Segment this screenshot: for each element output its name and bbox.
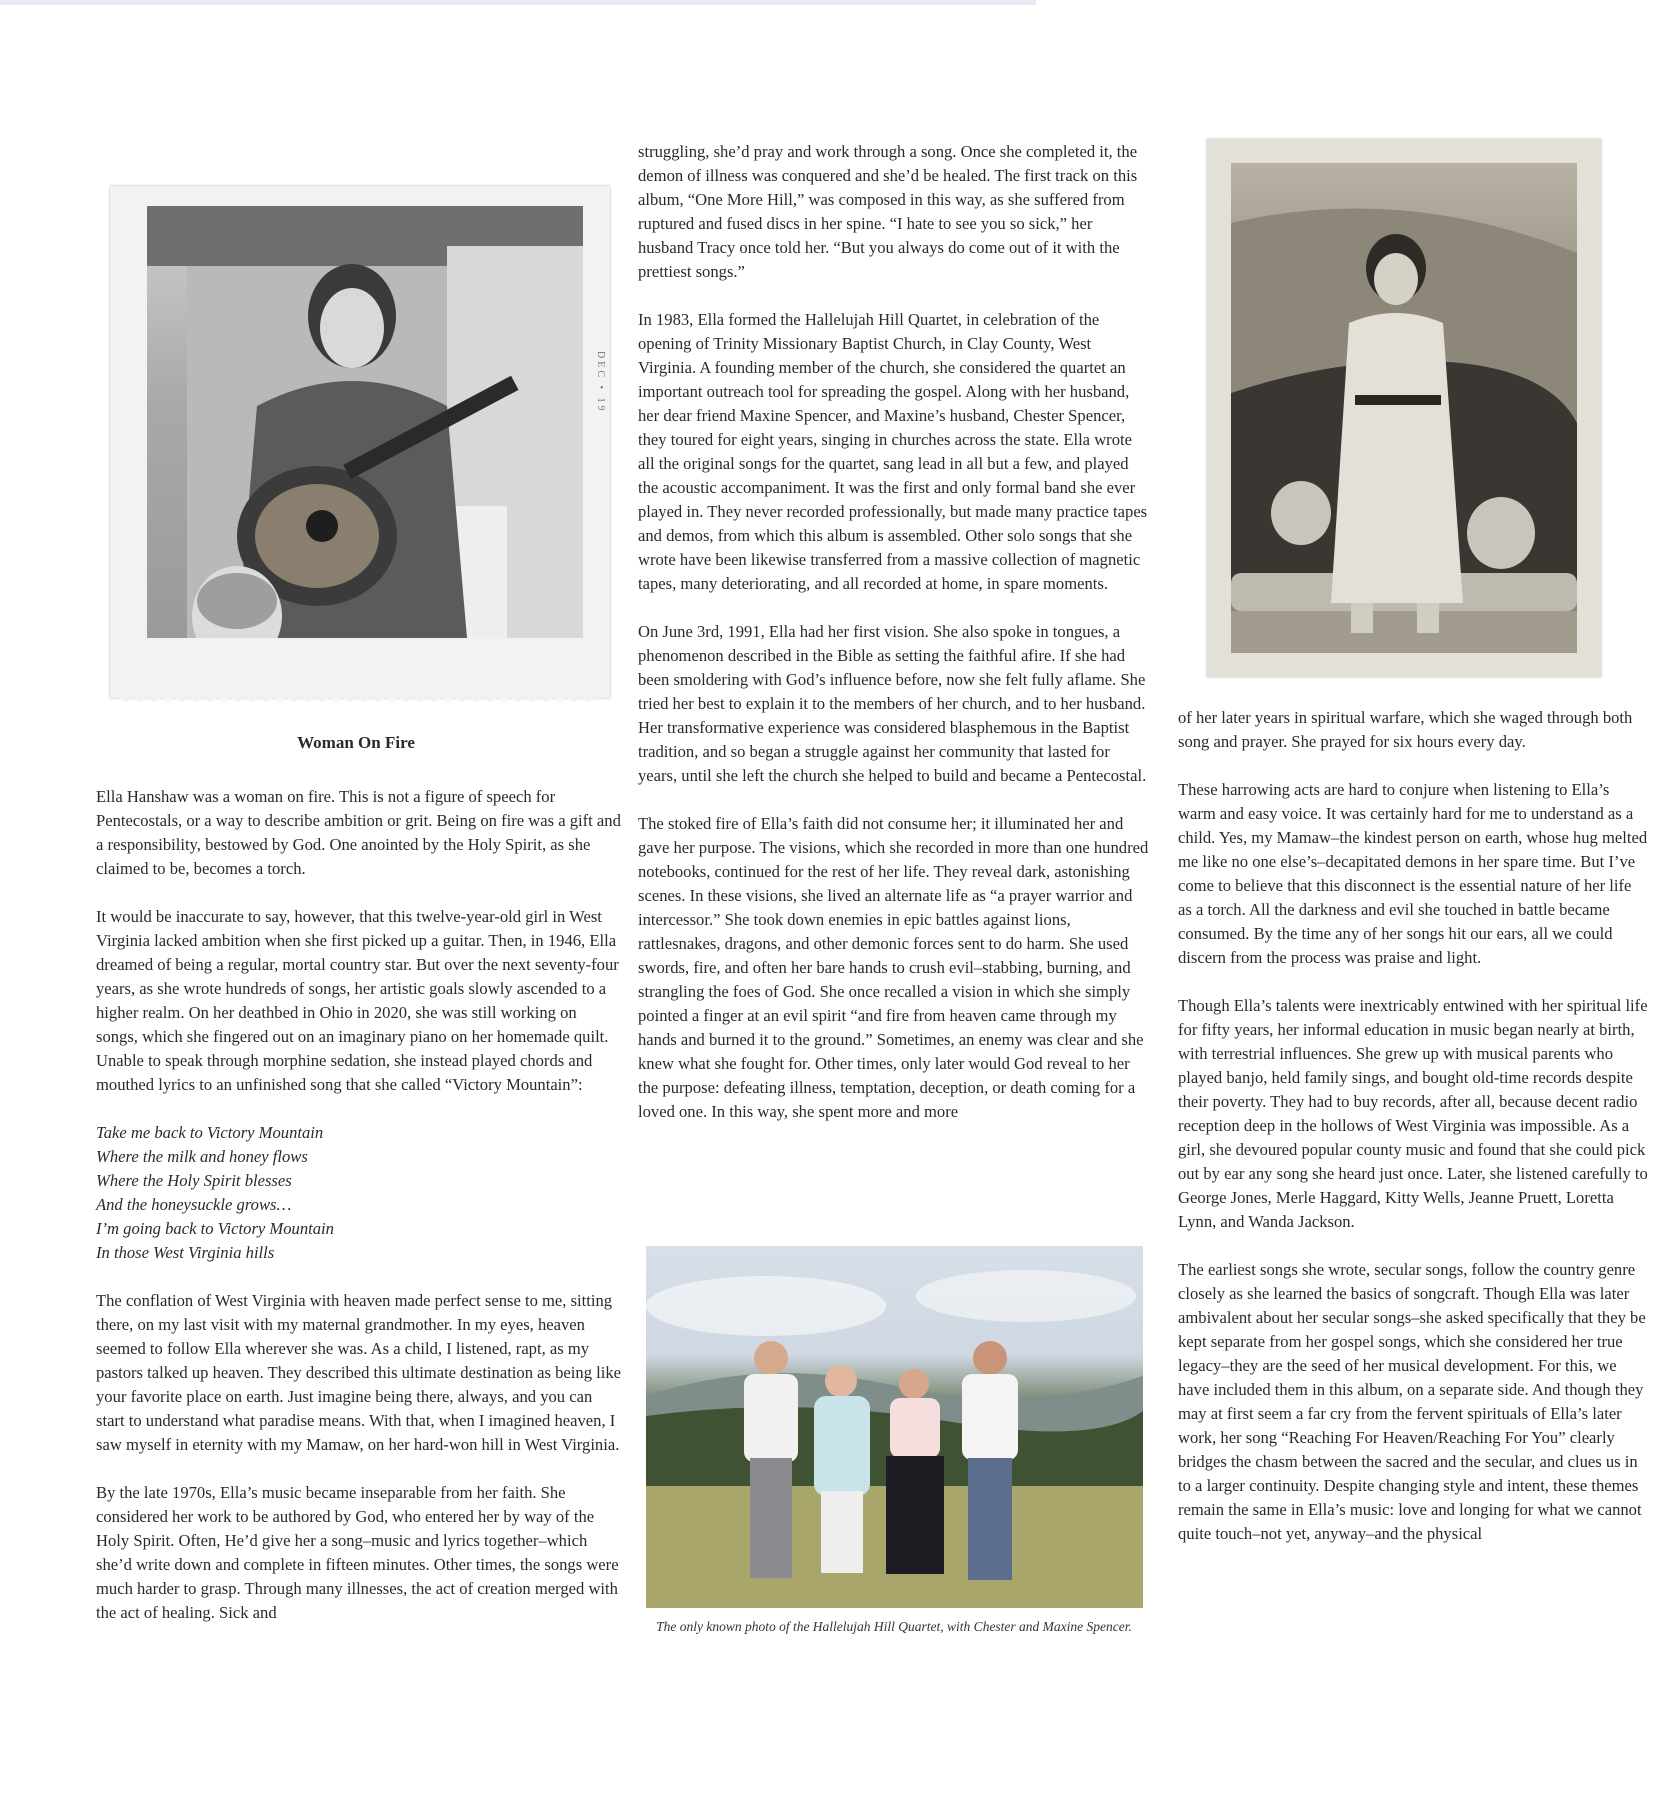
- paragraph: Ella Hanshaw was a woman on fire. This is not a figure of speech for Pentecostals, or a way to describe ambition or grit. Being on fire was a gift and a responsibility, bestowed by God. One anointed by the Holy Spirit, as she claimed to be, becomes a torch.: [96, 787, 621, 878]
- text-column-1: [96, 785, 622, 1649]
- guitar-photo: [110, 186, 610, 698]
- paragraph: It would be inaccurate to say, however, that this twelve-year-old girl in West Virginia lacked ambition when she first picked up a guitar. Then, in 1946, Ella dreamed of being a regular, mortal country star. But over the next seventy-four years, as she wrote hundreds of songs, her artistic goals slowly ascended to a higher realm. On her deathbed in Ohio in 2020, she was still working on songs, which she fingered out on an imaginary piano on her homemade quilt. Unable to speak through morphine sedation, she instead played chords and mouthed lyrics to an unfinished song that she called “Victory Mountain”:: [96, 907, 619, 1094]
- article-title: Woman On Fire: [297, 733, 415, 752]
- guitar-photo-image: [147, 206, 583, 638]
- verse-line: Take me back to Victory Mountain: [96, 1123, 324, 1142]
- paragraph: The stoked fire of Ella’s faith did not consume her; it illuminated her and gave her purpose. The visions, which she recorded in more than one hundred notebooks, continued for the rest of her life. They reveal dark, astonishing scenes. In these visions, she lived an alternate life as “a prayer warrior and intercessor.” She took down enemies in epic battles against lions, rattlesnakes, dragons, and other demonic forces sent to do harm. She used swords, fire, and often her bare hands to crush evil–stabbing, burning, and strangling the foes of God. She once recalled a vision in which she simply pointed a finger at an evil spirit “and fire from heaven came through my hands and burned it to the ground.” Sometimes, an enemy was clear and she knew what she fought for. Other times, only later would God reveal to her the purpose: defeating illness, temptation, deception, or death coming for a loved one. In this way, she spent more and more: [638, 814, 1149, 1121]
- verse-line: Where the milk and honey flows: [96, 1147, 308, 1166]
- text-column-2: [638, 140, 1150, 1148]
- top-edge-bar: [0, 0, 1036, 5]
- quartet-photo: [646, 1246, 1143, 1608]
- paragraph: These harrowing acts are hard to conjure when listening to Ella’s warm and easy voice. It was certainly hard for me to understand as a child. Yes, my Mamaw–the kindest person on earth, whose hug melted me like no one else’s–decapitated demons in her spare time. But I’ve come to believe that this disconnect is the essential nature of her life as a torch. All the darkness and evil she touched in battle became consumed. By the time any of her songs hit our ears, all we could discern from the process was praise and light.: [1178, 780, 1648, 967]
- paragraph: struggling, she’d pray and work through a song. Once she completed it, the demon of illness was conquered and she’d be healed. The first track on this album, “One More Hill,” was composed in this way, as she suffered from ruptured and fused discs in her spine. “I hate to see you so sick,” her husband Tracy once told her. “But you always do come out of it with the prettiest songs.”: [638, 142, 1138, 281]
- paragraph: of her later years in spiritual warfare, which she waged through both song and prayer. She prayed for six hours every day.: [1178, 708, 1633, 751]
- verse-line: I’m going back to Victory Mountain: [96, 1219, 334, 1238]
- paragraph: Though Ella’s talents were inextricably entwined with her spiritual life for fifty years, her informal education in music began nearly at birth, with terrestrial influences. She grew up with musical parents who played banjo, held family sings, and bought old-time records despite their poverty. They had to buy records, after all, because decent radio reception deep in the hollows of West Virginia was impossible. As a girl, she devoured popular county music and found that she could pick out by ear any song she heard just once. Later, she listened carefully to George Jones, Merle Haggard, Kitty Wells, Jeanne Pruett, Loretta Lynn, and Wanda Jackson.: [1178, 996, 1648, 1231]
- verse-line: Where the Holy Spirit blesses: [96, 1171, 292, 1190]
- paragraph: In 1983, Ella formed the Hallelujah Hill Quartet, in celebration of the opening of Trinity Missionary Baptist Church, in Clay County, West Virginia. A founding member of the church, she considered the quartet an important outreach tool for spreading the gospel. Along with her husband, her dear friend Maxine Spencer, and Maxine’s husband, Chester Spencer, they toured for eight years, singing in churches across the state. Ella wrote all the original songs for the quartet, sang lead in all but a few, and played the acoustic accompaniment. It was the first and only formal band she ever played in. They never recorded professionally, but made many practice tapes and demos, from which this album is assembled. Other solo songs that she wrote have been likewise transferred from a massive collection of magnetic tapes, many deteriorating, and all recorded at home, in spare moments.: [638, 310, 1148, 593]
- verse-line: In those West Virginia hills: [96, 1243, 275, 1262]
- song-verse: [96, 1121, 622, 1265]
- paragraph: The conflation of West Virginia with heaven made perfect sense to me, sitting there, on my last visit with my maternal grandmother. In my eyes, heaven seemed to follow Ella wherever she was. As a child, I listened, rapt, as my pastors talked up heaven. They described this ultimate destination as being like your favorite place on earth. Just imagine being there, always, and you can start to understand what paradise means. With that, when I imagined heaven, I saw myself in eternity with my Mamaw, on her hard-won hill in West Virginia.: [96, 1291, 622, 1454]
- woman-car-photo: [1207, 139, 1601, 677]
- paragraph: The earliest songs she wrote, secular songs, follow the country genre closely as she learned the basics of songcraft. Though Ella was later ambivalent about her secular songs–she asked specifically that they be kept separate from her gospel songs, which she considered her true legacy–they are the seed of her musical development. For this, we have included them in this album, on a separate side. And though they may at first seem a far cry from the fervent spirituals of Ella’s later work, her song “Reaching For Heaven/Reaching For You” clearly bridges the chasm between the sacred and the secular, and clues us in to a larger continuity. Despite changing style and intent, these themes remain the same in Ella’s music: love and longing for what we cannot quite touch–not yet, anyway–and the physical: [1178, 1260, 1646, 1543]
- paragraph: By the late 1970s, Ella’s music became inseparable from her faith. She considered her work to be authored by God, who entered her by way of the Holy Spirit. Often, He’d give her a song–music and lyrics together–which she’d write down and complete in fifteen minutes. Other times, the songs were much harder to grasp. Through many illnesses, the act of creation merged with the act of healing. Sick and: [96, 1483, 619, 1622]
- verse-line: And the honeysuckle grows…: [96, 1195, 292, 1214]
- text-column-3: [1178, 706, 1648, 1570]
- photo-caption: The only known photo of the Hallelujah Hill Quartet, with Chester and Maxine Spencer.: [656, 1619, 1132, 1634]
- woman-car-photo-image: [1231, 163, 1577, 653]
- paragraph: On June 3rd, 1991, Ella had her first vision. She also spoke in tongues, a phenomenon described in the Bible as setting the faithful afire. If she had been smoldering with God’s influence before, now she felt fully aflame. She tried her best to explain it to the members of her church, and to her husband. Her transformative experience was considered blasphemous in the Baptist tradition, and so began a struggle against her community that lasted for years, until she left the church she helped to build and became a Pentecostal.: [638, 622, 1147, 785]
- photo-date-stamp: DEC • 19: [595, 351, 606, 414]
